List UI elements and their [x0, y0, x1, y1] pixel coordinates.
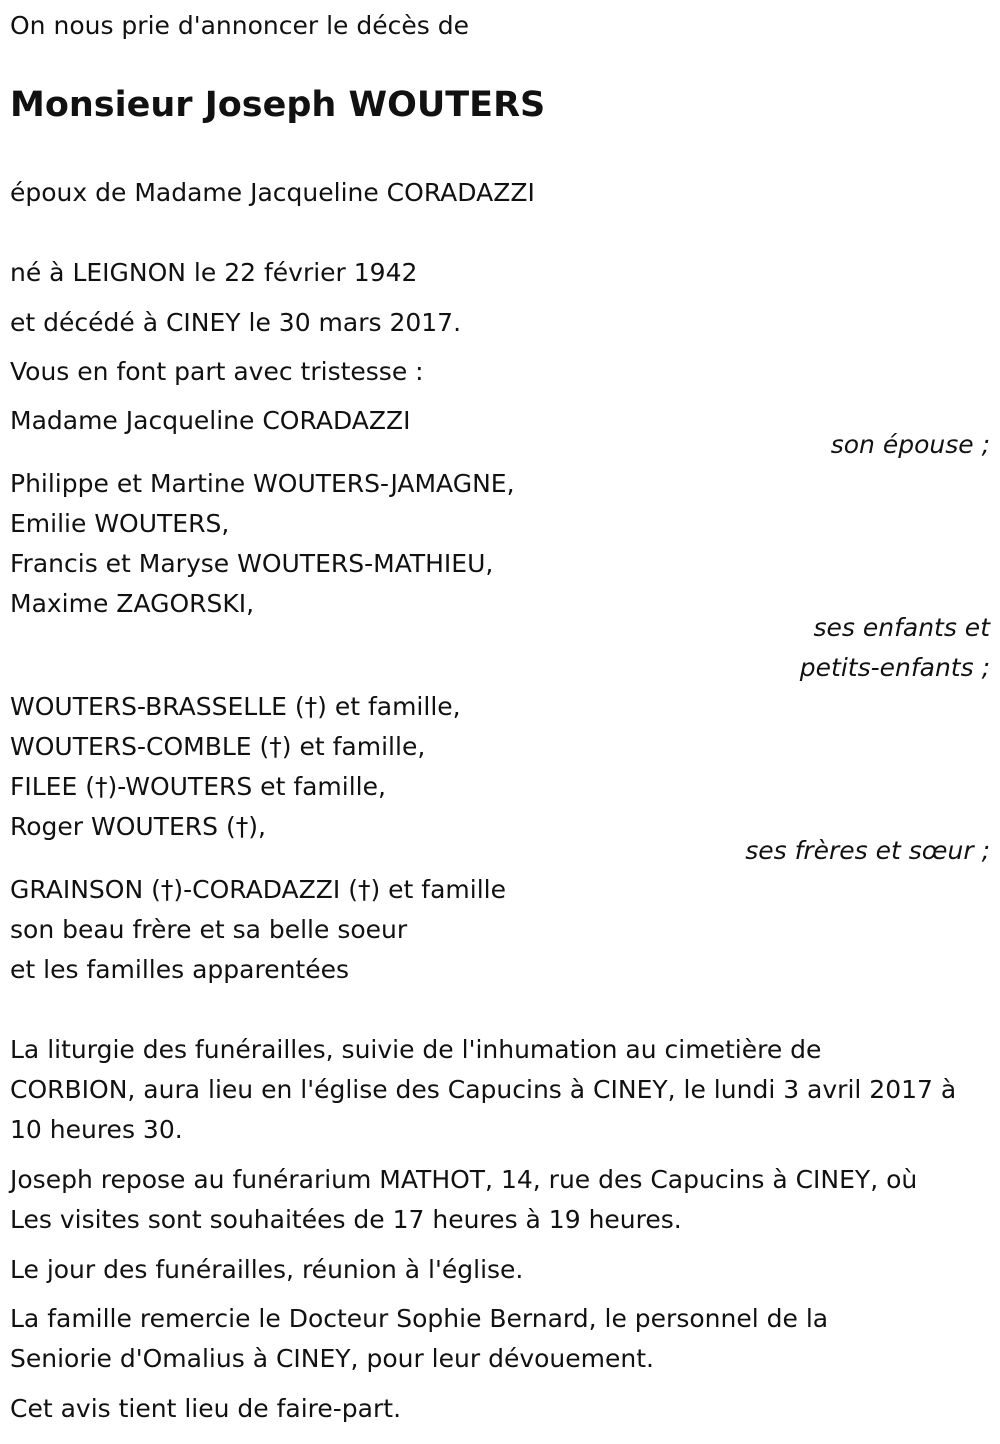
family-member-line: Roger WOUTERS (†),: [10, 812, 266, 841]
thanks-paragraph-line: La famille remercie le Docteur Sophie Bernard, le personnel de la: [10, 1304, 829, 1333]
family-member-line: Madame Jacqueline CORADAZZI: [10, 406, 411, 435]
family-member-line: Maxime ZAGORSKI,: [10, 589, 255, 618]
death-line: et décédé à CINEY le 30 mars 2017.: [10, 308, 462, 337]
family-member-line: Philippe et Martine WOUTERS-JAMAGNE,: [10, 469, 515, 498]
family-member-line: WOUTERS-BRASSELLE (†) et famille,: [10, 692, 461, 721]
repose-paragraph-line: Les visites sont souhaitées de 17 heures à 19 heures.: [10, 1205, 682, 1234]
repose-paragraph-line: Joseph repose au funérarium MATHOT, 14, rue des Capucins à CINEY, où: [10, 1165, 918, 1194]
thanks-paragraph-line: Seniorie d'Omalius à CINEY, pour leur dévouement.: [10, 1344, 654, 1373]
family-member-line: son beau frère et sa belle soeur: [10, 915, 408, 944]
family-member-line: Emilie WOUTERS,: [10, 509, 230, 538]
relation-label: ses enfants et: [813, 613, 990, 642]
relation-label: son épouse ;: [830, 430, 990, 459]
announce-line: Vous en font part avec tristesse :: [10, 357, 424, 386]
funeral-paragraph-line: 10 heures 30.: [10, 1115, 183, 1144]
relation-label: ses frères et sœur ;: [745, 836, 990, 865]
deceased-name: Monsieur Joseph WOUTERS: [10, 85, 546, 125]
spouse-line: époux de Madame Jacqueline CORADAZZI: [10, 178, 535, 207]
closing-line: Cet avis tient lieu de faire-part.: [10, 1394, 402, 1423]
intro-text: On nous prie d'annoncer le décès de: [10, 11, 469, 40]
relation-label: petits-enfants ;: [799, 653, 990, 682]
funeral-paragraph-line: CORBION, aura lieu en l'église des Capucins à CINEY, le lundi 3 avril 2017 à: [10, 1075, 957, 1104]
family-member-line: FILEE (†)-WOUTERS et famille,: [10, 772, 386, 801]
family-member-line: GRAINSON (†)-CORADAZZI (†) et famille: [10, 875, 506, 904]
family-member-line: et les familles apparentées: [10, 955, 350, 984]
family-member-line: WOUTERS-COMBLE (†) et famille,: [10, 732, 426, 761]
birth-line: né à LEIGNON le 22 février 1942: [10, 258, 418, 287]
funeral-paragraph-line: La liturgie des funérailles, suivie de l'inhumation au cimetière de: [10, 1035, 822, 1064]
family-member-line: Francis et Maryse WOUTERS-MATHIEU,: [10, 549, 494, 578]
reunion-line: Le jour des funérailles, réunion à l'église.: [10, 1255, 524, 1284]
